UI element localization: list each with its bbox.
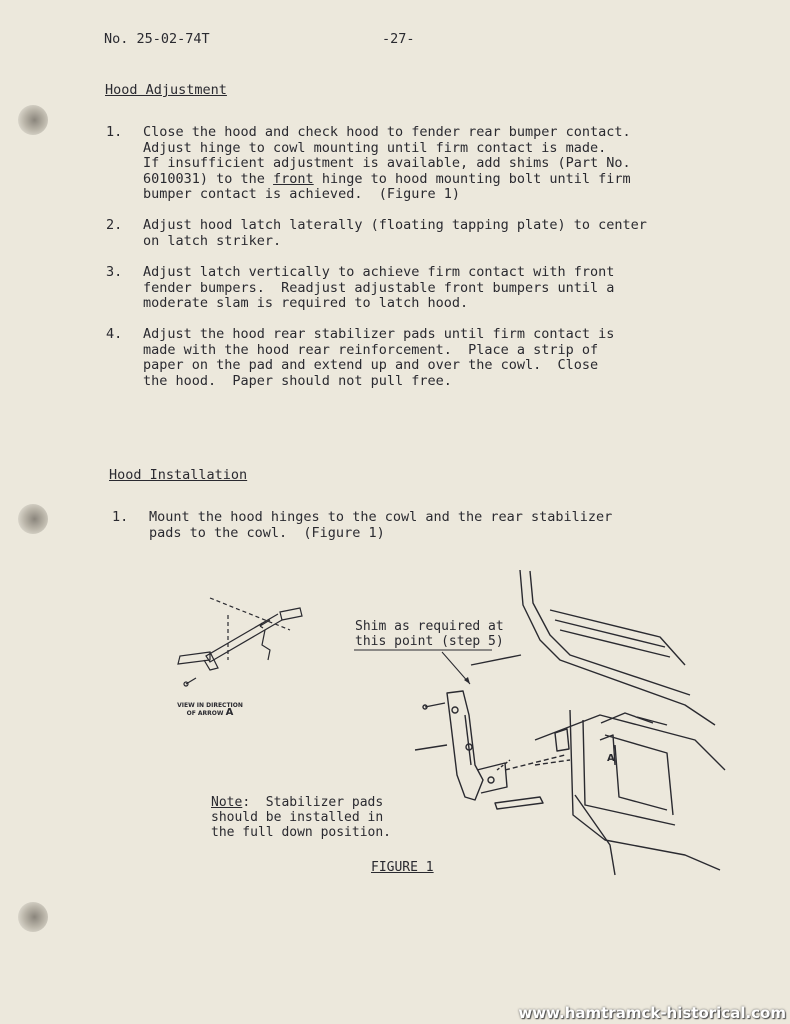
figure-note: [211, 795, 391, 840]
underlined-word-front: front: [273, 170, 314, 187]
website-watermark: www.hamtramck-historical.com: [518, 1004, 786, 1022]
list-item: [106, 125, 746, 205]
hinge-inset-illustration: [170, 590, 320, 700]
item-number: 2.: [106, 217, 123, 233]
view-label-line: [160, 709, 260, 717]
document-number: No. 25-02-74T: [104, 31, 210, 47]
item-number: 4.: [106, 326, 123, 342]
item-text: [143, 265, 614, 312]
callout-line: Shim as required at: [355, 619, 504, 634]
text-line: paper on the pad and extend up and over the cowl. Close: [143, 357, 599, 373]
note-line: : Stabilizer pads: [242, 795, 384, 810]
text-line: Adjust hood latch laterally (floating tapping plate) to center: [143, 217, 647, 233]
figure-caption: FIGURE 1: [371, 860, 434, 875]
text-line: the hood. Paper should not pull free.: [143, 372, 452, 389]
binder-hole: [18, 902, 48, 932]
item-number: 1.: [106, 124, 123, 140]
callout-line: this point (step 5): [355, 634, 504, 649]
callout-leader-line: [352, 648, 492, 688]
text-line: on latch striker.: [143, 232, 282, 249]
text-line: made with the hood rear reinforcement. Place a strip of: [143, 341, 599, 358]
item-text: [143, 125, 631, 203]
note-line: the full down position.: [211, 825, 392, 840]
binder-hole: [18, 504, 48, 534]
text-line: Close the hood and check hood to fender rear bumper contact.: [143, 124, 631, 140]
item-number: 3.: [106, 264, 123, 280]
view-direction-label: [160, 702, 260, 717]
text-line: pads to the cowl. (Figure 1): [149, 524, 385, 541]
item-number: 1.: [112, 509, 129, 525]
list-item: [106, 327, 746, 391]
text-line: fender bumpers. Readjust adjustable front bumpers until a: [143, 279, 615, 296]
section-heading-hood-adjustment: Hood Adjustment: [105, 82, 227, 98]
text-line: If insufficient adjustment is available, add shims (Part No.: [143, 155, 631, 171]
note-label: Note: [211, 795, 243, 810]
item-text: [143, 327, 614, 389]
binder-hole: [18, 105, 48, 135]
item-text: [143, 218, 647, 249]
text-line: Mount the hood hinges to the cowl and the rear stabilizer: [149, 509, 613, 525]
note-line: should be installed in: [211, 810, 384, 825]
text-line: hinge to hood mounting bolt until firm: [313, 170, 631, 187]
section-heading-hood-installation: Hood Installation: [109, 467, 248, 483]
text-line: 6010031) to the: [143, 170, 274, 187]
item-text: [149, 510, 612, 541]
arrow-letter-a: A: [607, 753, 615, 764]
shim-callout: [355, 619, 504, 649]
text-line: moderate slam is required to latch hood.: [143, 295, 469, 311]
arrow-letter-label: A: [225, 707, 234, 718]
list-item: [106, 265, 746, 313]
view-label-line: VIEW IN DIRECTION: [177, 702, 243, 709]
text-line: bumper contact is achieved. (Figure 1): [143, 186, 460, 202]
list-item: [112, 510, 712, 542]
hood-hinge-cowl-illustration: [405, 565, 735, 880]
text-line: Adjust the hood rear stabilizer pads until firm contact is: [143, 326, 615, 342]
view-label-text: OF ARROW: [186, 710, 224, 717]
page-number: -27-: [382, 31, 415, 47]
text-line: Adjust latch vertically to achieve firm contact with front: [143, 264, 615, 280]
text-line: Adjust hinge to cowl mounting until firm contact is made.: [143, 139, 607, 156]
list-item: [106, 218, 746, 250]
